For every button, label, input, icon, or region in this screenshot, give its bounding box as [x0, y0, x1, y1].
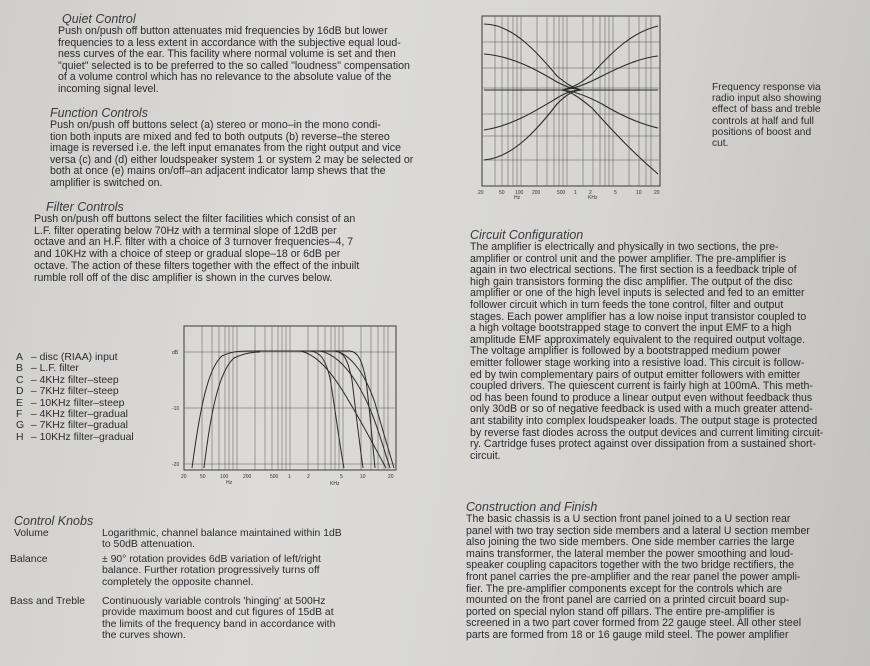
- filter-y-label: dB: [172, 350, 179, 356]
- filter-x-label: 50: [200, 474, 206, 480]
- filter-x-label: 20: [181, 474, 187, 480]
- construction-section: [466, 500, 866, 642]
- filter-x-unit: Hz: [226, 480, 233, 486]
- function-controls-section: [50, 106, 440, 190]
- tone-curves: [484, 24, 658, 174]
- legend-row: C – 4KHz filter–steep: [16, 374, 119, 386]
- knob-description: Logarithmic, channel balance maintained within 1dB to 50dB attenuation.: [102, 528, 342, 551]
- freq-x-label: 100: [515, 190, 524, 196]
- knob-label: Balance: [10, 554, 48, 565]
- quiet-control-body: Push on/push off button attenuates mid frequencies by 16dB but lower frequencies to a less extent in accordance with the subjective equal loud- ness curves of the ear. This facility where normal volume is set and then "quiet" selected is to be preferred to the so called "loudness" compensation of a volume control which has no relevance to the absolute value of the incoming signal level.: [58, 25, 410, 95]
- freq-x-label: 5: [614, 190, 617, 196]
- filter-controls-body: Push on/push off buttons select the filter facilities which consist of an L.F. filter operating below 70Hz with a terminal slope of 12dB per octave and an H.F. filter with a choice of 3 turnover frequencies–4, 7 and 10KHz with a choice of steep or gradual slope–18 or 6dB per octave. The action of these filters together with the effect of the inbuilt rumble roll off of the disc amplifier is shown in the curves below.: [34, 213, 360, 284]
- freq-x-label: 1: [574, 190, 577, 196]
- curve-f: [255, 351, 386, 468]
- function-controls-body: Push on/push off buttons select (a) stereo or mono–in the mono condi- tion both inputs are mixed and fed to both outputs (b) reverse–the stereo image is reversed i.e. the left input emanates from the right output and vice versa (c) and (d) either loudspeaker system 1 or system 2 may be selected or both at once (e) mains on/off–an adjacent indicator lamp shews that the amplifier is switched on.: [50, 119, 414, 189]
- filter-x-label: 10: [360, 474, 366, 480]
- circuit-configuration-heading: Circuit Configuration: [470, 228, 584, 242]
- circuit-configuration-body: The amplifier is electrically and physically in two sections, the pre- amplifier or control unit and the power amplifier. The pre-amplifier is again in two electrical sections. The first section is a feedback triple of high gain transistors forming the disc amplifier. The output of the disc amplifier or one of the high level inputs is selected and fed to an emitter follower circuit which in turn feeds the tone control, filter and output stages. Each power amplifier has a low noise input transistor coupled to a high voltage bootstrapped stage to convert the input EMF to a high amplitude EMF approximately equivalent to the required output voltage. The voltage amplifier is followed by a bootstrapped medium power emitter follower stage working into a resistive load. This circuit is follow- ed by twin complementary pairs of output emitter followers with emitter coupled drivers. The quiescent current is fairly high at 100mA. This meth- od has been found to produce a linear output even without feedback thus only 30dB or so of negative feedback is used with a much greater attend- ant stability into complex loudspeaker loads. The output stage is protected by reverse fast diodes across the output devices and current limiting circuit- ry. Cartridge fuses protect against over dissipation from a sustained short- circuit.: [470, 241, 824, 462]
- filter-x-label: 20: [388, 474, 394, 480]
- knob-label: Bass and Treble: [10, 596, 86, 607]
- quiet-control-heading: Quiet Control: [62, 12, 136, 26]
- construction-heading: Construction and Finish: [466, 500, 598, 514]
- legend-row: E – 10KHz filter–steep: [16, 397, 125, 409]
- freq-x-unit: KHz: [588, 195, 598, 200]
- bass-boost-half-curve: [484, 54, 658, 90]
- filter-y-label: -10: [172, 406, 180, 412]
- filter-x-label: 200: [243, 474, 252, 480]
- treble-boost-full-curve: [484, 26, 658, 90]
- circuit-configuration-section: [470, 228, 866, 462]
- bass-cut-full-curve: [484, 90, 582, 160]
- curve-a: [192, 351, 255, 468]
- freq-x-label: 2: [589, 190, 592, 196]
- legend-row: D – 7KHz filter–steep: [16, 386, 119, 398]
- construction-body: The basic chassis is a U section front panel joined to a U section rear panel with two tray section side members and a lateral U section member also joining the two side members. One side member carries the large mains transformer, the lateral member the power smoothing and loud- speaker coupling capacitors together with the two bridge rectifiers, the front panel carries the pre-amplifier and the rear panel the power ampli- fier. The pre-amplifier components except for the controls which are mounted on the front panel are carried on a printed circuit board sup- ported on special nylon stand off pillars. The entire pre-amplifier is screened in a two part cover formed from 22 gauge steel. All other steel parts are formed from 18 or 16 gauge mild steel. The power amplifier: [466, 513, 810, 641]
- bass-boost-full-curve: [484, 24, 658, 90]
- knob-row-balance: [10, 554, 430, 590]
- quiet-control-section: [58, 12, 438, 96]
- bass-cut-half-curve: [484, 90, 582, 130]
- filter-x-label: 1: [288, 474, 291, 480]
- filter-curves: [192, 351, 394, 468]
- filter-legend: [16, 352, 166, 443]
- freq-x-label: 500: [557, 190, 566, 196]
- control-knobs-section: [10, 514, 430, 664]
- filter-x-label: 2: [307, 474, 310, 480]
- filter-x-unit: KHz: [330, 481, 340, 487]
- legend-row: B – L.F. filter: [16, 363, 79, 375]
- control-knobs-heading: Control Knobs: [14, 514, 94, 528]
- frequency-response-caption: Frequency response via radio input also showing effect of bass and treble controls at half and full positions of boost and cut.: [712, 82, 822, 150]
- knob-row-volume: [10, 528, 430, 552]
- filter-controls-section: [34, 200, 444, 284]
- filter-controls-heading: Filter Controls: [46, 200, 124, 214]
- curve-e: [255, 351, 375, 468]
- legend-row: H – 10KHz filter–gradual: [16, 431, 134, 443]
- function-controls-heading: Function Controls: [50, 106, 148, 120]
- filter-x-label: 100: [220, 474, 229, 480]
- knob-label: Volume: [14, 528, 49, 539]
- filter-x-label: 5: [340, 474, 343, 480]
- filter-y-label: -20: [172, 462, 180, 468]
- knob-description: Continuously variable controls 'hinging' at 500Hz provide maximum boost and cut figures of 15dB at the limits of the frequency band in accordance with the curves shown.: [102, 596, 336, 642]
- freq-x-unit: Hz: [514, 195, 521, 200]
- legend-row: A – disc (RIAA) input: [16, 352, 118, 363]
- freq-x-label: 10: [636, 190, 642, 196]
- freq-x-label: 20: [654, 190, 660, 196]
- legend-row: G – 7KHz filter–gradual: [16, 420, 128, 432]
- knob-row-bass-treble: [10, 596, 430, 644]
- curve-c: [255, 351, 344, 468]
- freq-x-label: 50: [499, 190, 505, 196]
- freq-x-label: 20: [478, 190, 484, 196]
- treble-cut-full-curve: [562, 90, 658, 174]
- freq-graph-grid: [482, 16, 660, 186]
- frequency-response-graph: [462, 12, 674, 200]
- freq-x-label: 200: [532, 190, 541, 196]
- filter-response-graph: [160, 318, 405, 494]
- curve-g: [255, 351, 390, 468]
- legend-row: F – 4KHz filter–gradual: [16, 409, 128, 421]
- knob-description: ± 90° rotation provides 6dB variation of left/right balance. Further rotation progressively turns off completely the opposite channel.: [102, 554, 321, 588]
- filter-x-label: 500: [270, 474, 279, 480]
